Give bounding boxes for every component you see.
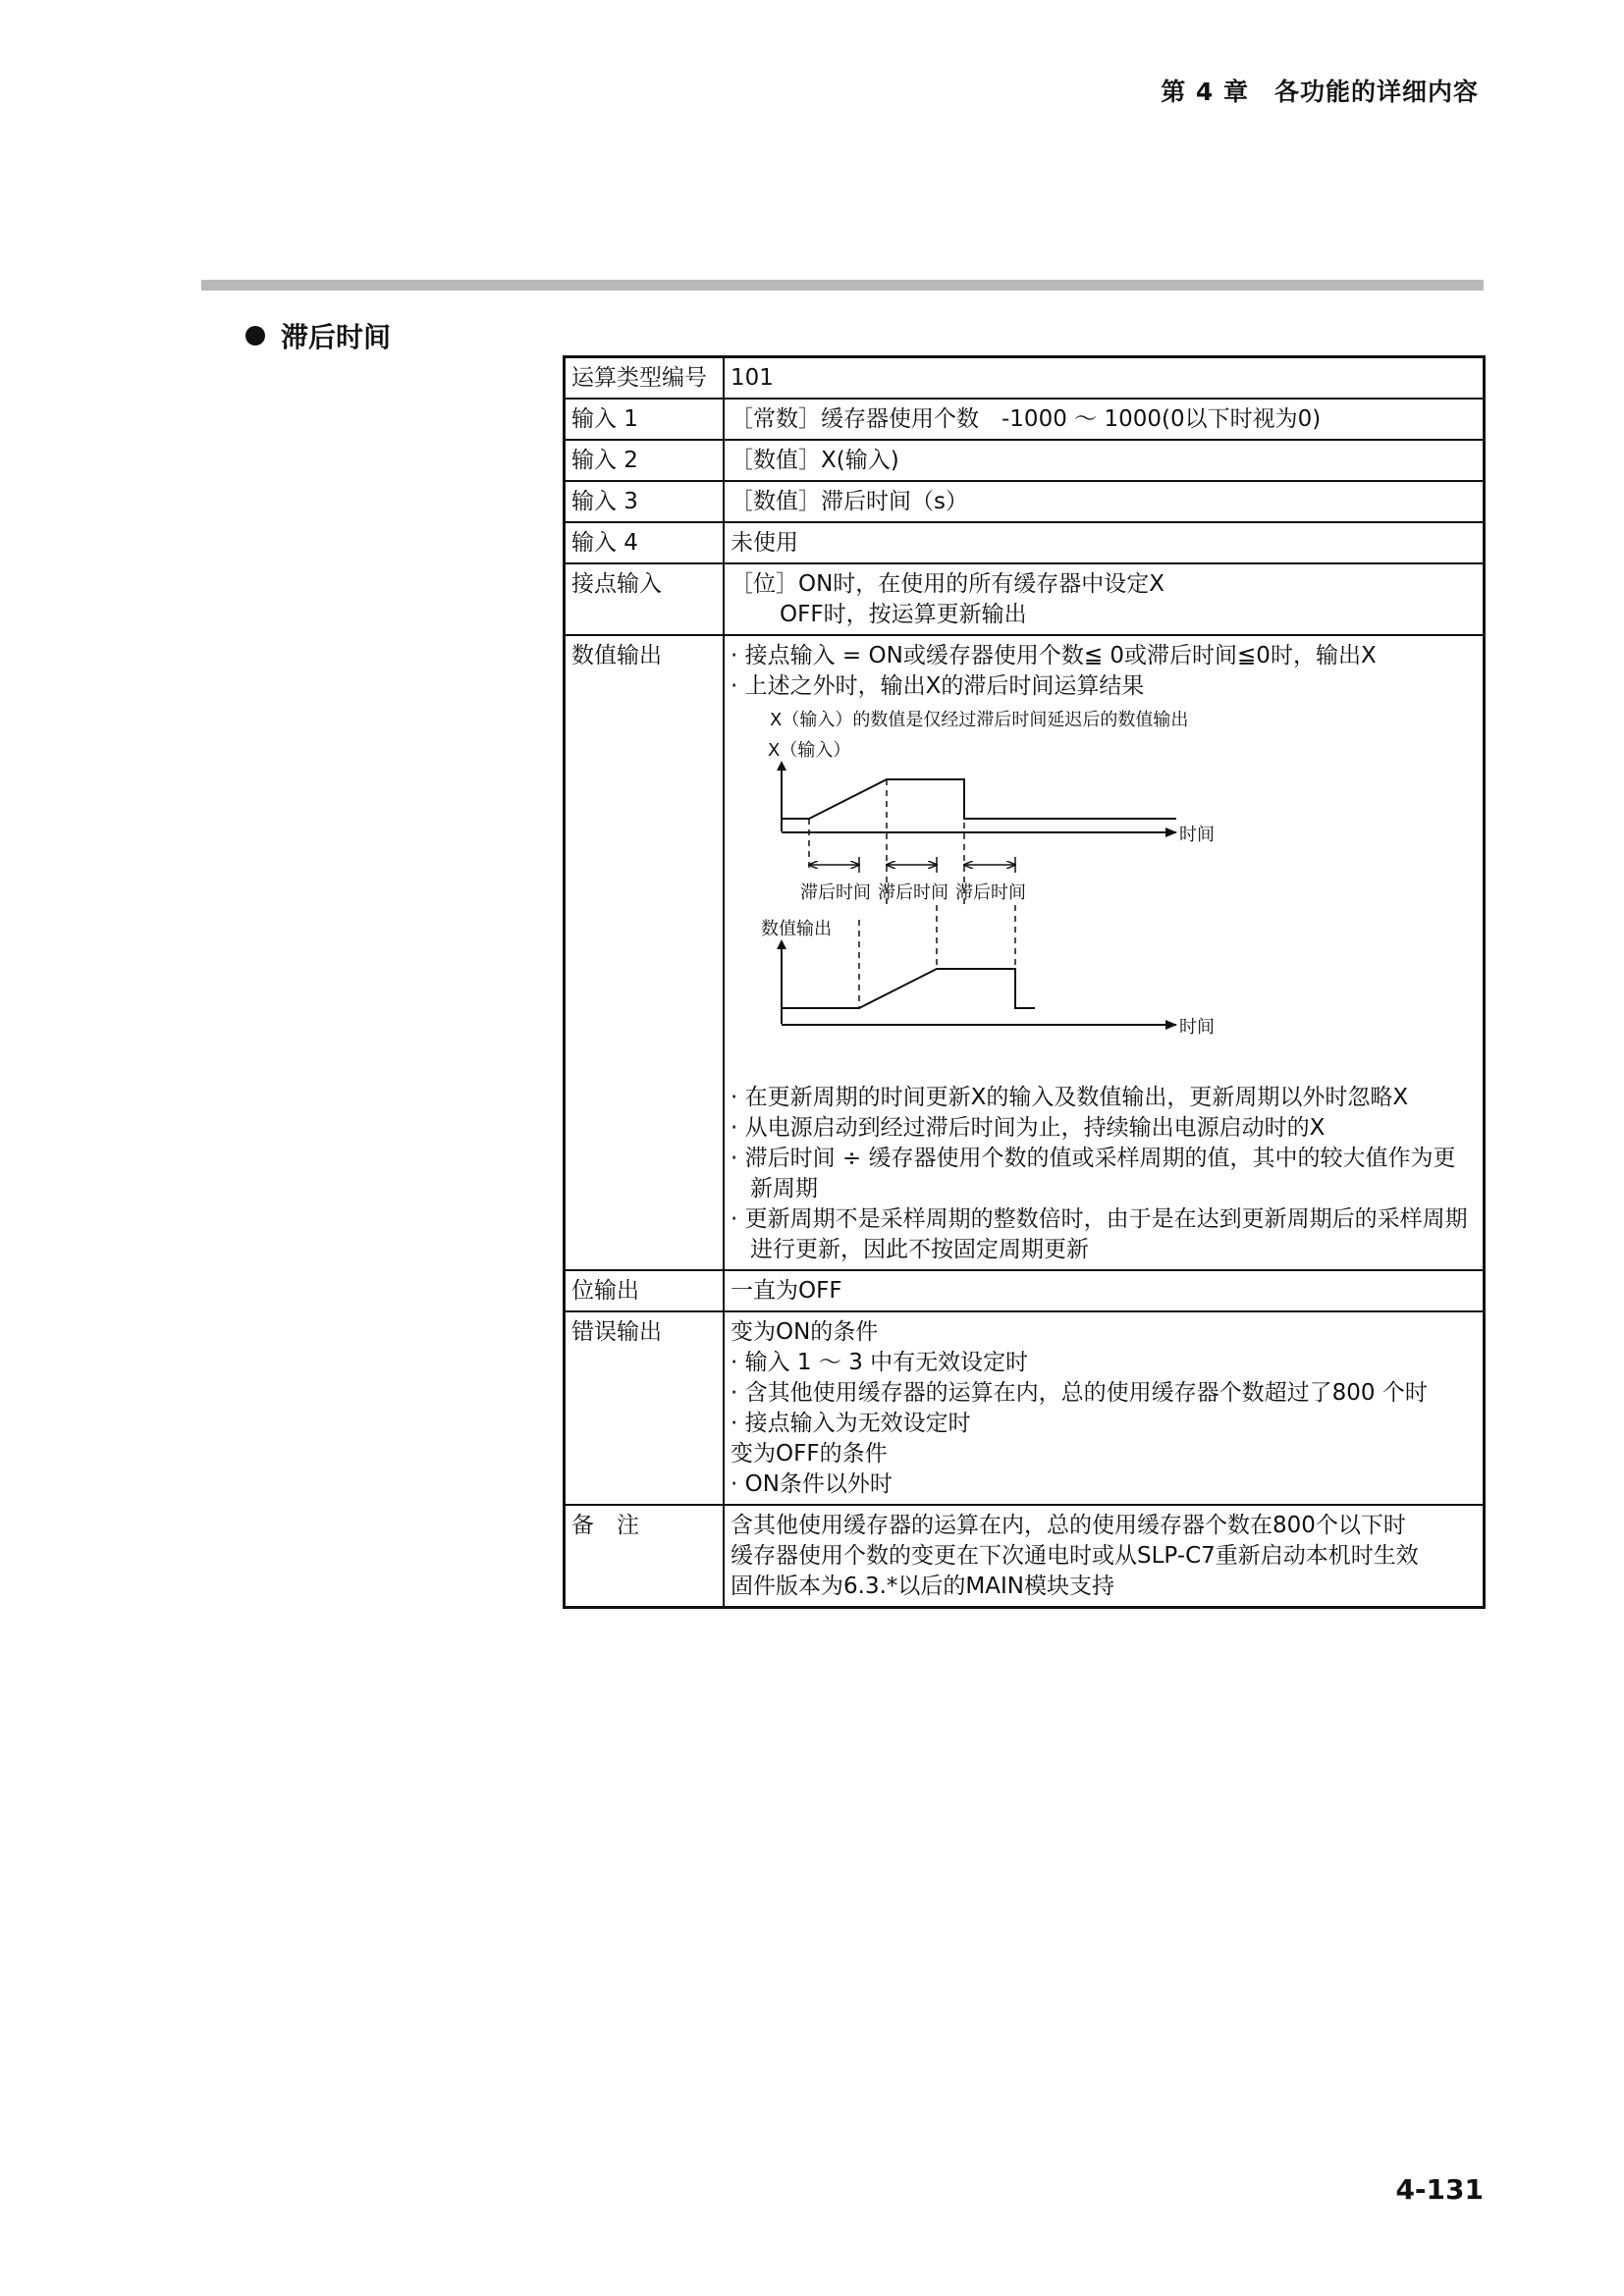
value-line: · 上述之外时，输出X的滞后时间运算结果 [731,673,1145,699]
value-line: 固件版本为6.3.*以后的MAIN模块支持 [731,1574,1114,1599]
bottom-time-label: 时间 [1179,1017,1215,1038]
section-title-text: 滞后时间 [281,321,392,353]
value-line: 含其他使用缓存器的运算在内，总的使用缓存器个数在800个以下时 [731,1513,1406,1538]
table-row [565,563,1485,635]
value-line: · 接点输入 = ON或缓存器使用个数≦ 0或滞后时间≦0时，输出X [731,643,1377,668]
value-line: · 接点输入为无效设定时 [731,1411,971,1436]
row-value: 一直为OFF [724,1270,1485,1311]
value-line: · 更新周期不是采样周期的整数倍时，由于是在达到更新周期后的采样周期进行更新，因此不按固定周期更新 [731,1206,1468,1262]
x-input-axis-label: X（输入） [768,740,851,761]
row-key: 输入 3 [565,481,725,522]
value-line: OFF时，按运算更新输出 [780,602,1027,627]
table-row [565,440,1485,481]
table-row [565,635,1485,1270]
table-row [565,481,1485,522]
value-line: · 含其他使用缓存器的运算在内，总的使用缓存器个数超过了800 个时 [731,1380,1428,1406]
value-line: 变为ON的条件 [731,1319,879,1345]
value-line: 缓存器使用个数的变更在下次通电时或从SLP-C7重新启动本机时生效 [731,1543,1419,1569]
bullet-icon [245,326,265,346]
output-signal-line [782,969,1035,1008]
value-line: 变为OFF的条件 [731,1441,888,1467]
top-time-label: 时间 [1179,825,1215,845]
value-line: · 滞后时间 ÷ 缓存器使用个数的值或采样周期的值，其中的较大值作为更新周期 [731,1146,1456,1201]
row-key: 输入 1 [565,399,725,440]
row-value [724,563,1485,635]
row-key: 运算类型编号 [565,357,725,400]
table-row [565,1505,1485,1608]
page-number: 4-131 [1395,2173,1484,2206]
row-value [724,1311,1485,1505]
row-key: 位输出 [565,1270,725,1311]
delay-label: 滞后时间 [800,882,871,903]
row-key: 错误输出 [565,1311,725,1505]
row-value: 未使用 [724,522,1485,563]
row-key: 输入 2 [565,440,725,481]
row-key: 备 注 [565,1505,725,1608]
table-row [565,357,1485,400]
row-value: 101 [724,357,1485,400]
input-signal-line [782,779,1176,819]
table-row [565,1270,1485,1311]
delay-label: 滞后时间 [878,882,948,903]
diagram-caption: X（输入）的数值是仅经过滞后时间延迟后的数值输出 [770,710,1189,730]
row-key: 数值输出 [565,635,725,1270]
delay-label: 滞后时间 [955,882,1026,903]
numeric-output-axis-label: 数值输出 [761,919,832,939]
table-row [565,399,1485,440]
table-row [565,1311,1485,1505]
row-value: ［数值］X(输入) [724,440,1485,481]
row-key: 接点输入 [565,563,725,635]
value-line: · 在更新周期的时间更新X的输入及数值输出，更新周期以外时忽略X [731,1085,1409,1110]
row-key: 输入 4 [565,522,725,563]
chapter-header: 第 4 章 各功能的详细内容 [1161,78,1479,106]
section-divider [201,280,1484,291]
row-value [724,635,1485,1270]
row-value: ［常数］缓存器使用个数 -1000 ～ 1000(0以下时视为0) [724,399,1485,440]
value-line: · 输入 1 ～ 3 中有无效设定时 [731,1350,1029,1375]
row-value [724,1505,1485,1608]
spec-table [563,355,1486,1609]
section-title [245,316,391,355]
value-line: · 从电源启动到经过滞后时间为止，持续输出电源启动时的X [731,1115,1326,1141]
value-line: · ON条件以外时 [731,1471,893,1497]
table-row [565,522,1485,563]
row-value: ［数值］滞后时间（s） [724,481,1485,522]
delay-timing-diagram [731,733,1477,1079]
value-line: ［位］ON时，在使用的所有缓存器中设定X [731,571,1165,597]
